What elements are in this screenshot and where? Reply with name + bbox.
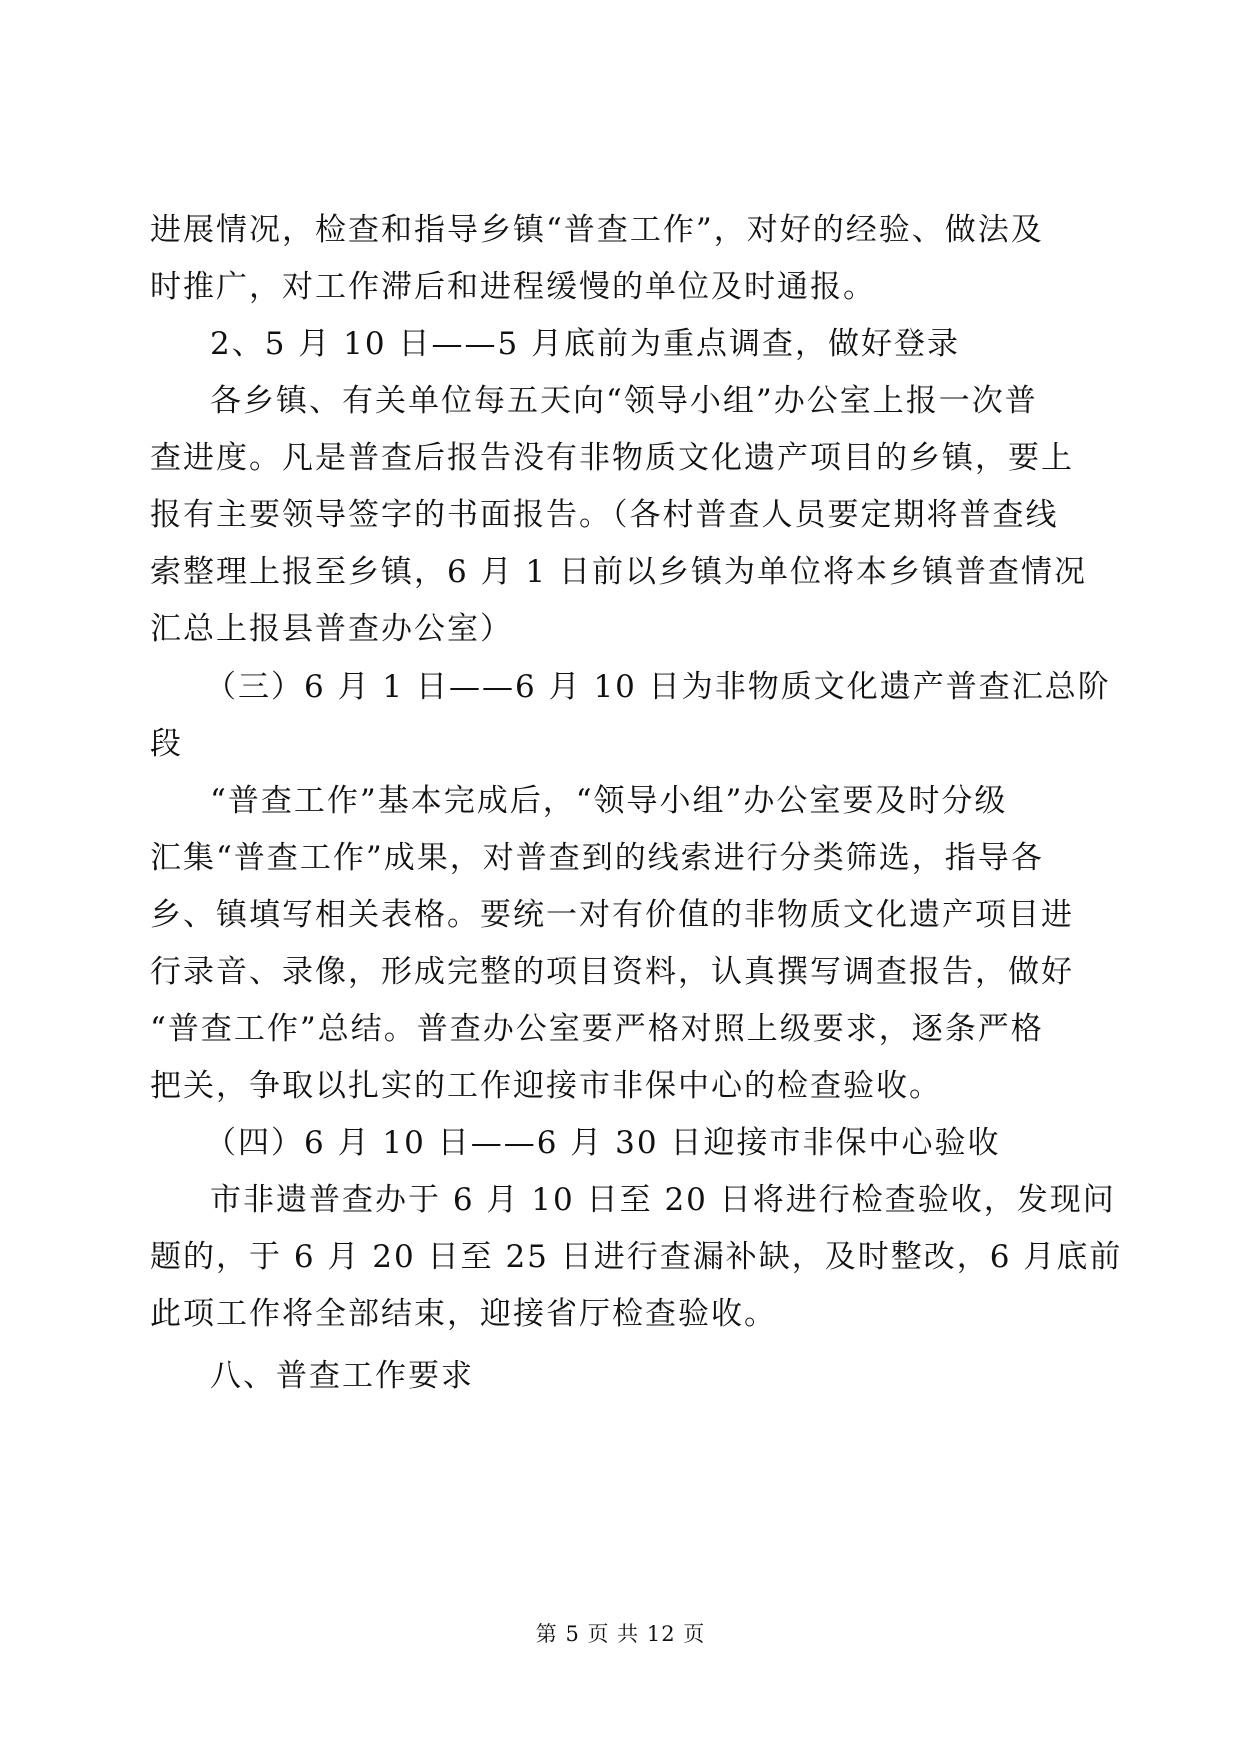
page-number-footer: 第 5 页 共 12 页 <box>535 1622 706 1646</box>
section-heading: （三）6 月 1 日——6 月 10 日为非物质文化遗产普查汇总阶 <box>205 669 1111 705</box>
text-line: 汇集“普查工作”成果，对普查到的线索进行分类筛选，指导各 <box>150 840 1044 876</box>
section-heading: 八、普查工作要求 <box>210 1358 474 1394</box>
text-line: 进展情况，检查和指导乡镇“普查工作”，对好的经验、做法及 <box>150 212 1044 248</box>
text-line: “普查工作”总结。普查办公室要严格对照上级要求，逐条严格 <box>150 1011 1044 1047</box>
text-line: 索整理上报至乡镇，6 月 1 日前以乡镇为单位将本乡镇普查情况 <box>150 554 1088 590</box>
text-line: 查进度。凡是普查后报告没有非物质文化遗产项目的乡镇，要上 <box>150 440 1074 476</box>
text-line: 报有主要领导签字的书面报告。（各村普查人员要定期将普查线 <box>150 497 1059 533</box>
text-line: 行录音、录像，形成完整的项目资料，认真撰写调查报告，做好 <box>150 954 1074 990</box>
section-heading-continuation: 段 <box>150 726 183 762</box>
text-line: 市非遗普查办于 6 月 10 日至 20 日将进行检查验收，发现问 <box>210 1182 1116 1218</box>
text-line: 时推广，对工作滞后和进程缓慢的单位及时通报。 <box>150 269 876 305</box>
text-line: 把关，争取以扎实的工作迎接市非保中心的检查验收。 <box>150 1068 942 1104</box>
text-line: 各乡镇、有关单位每五天向“领导小组”办公室上报一次普 <box>210 383 1038 419</box>
text-line: 乡、镇填写相关表格。要统一对有价值的非物质文化遗产项目进 <box>150 897 1074 933</box>
text-line: 汇总上报县普查办公室） <box>150 611 513 647</box>
text-line: 题的，于 6 月 20 日至 25 日进行查漏补缺，及时整改，6 月底前 <box>150 1239 1123 1275</box>
text-line: 此项工作将全部结束，迎接省厅检查验收。 <box>150 1296 777 1332</box>
text-line: 2、5 月 10 日——5 月底前为重点调查，做好登录 <box>210 326 961 362</box>
section-heading: （四）6 月 10 日——6 月 30 日迎接市非保中心验收 <box>205 1125 1001 1161</box>
text-line: “普查工作”基本完成后，“领导小组”办公室要及时分级 <box>210 783 1008 819</box>
